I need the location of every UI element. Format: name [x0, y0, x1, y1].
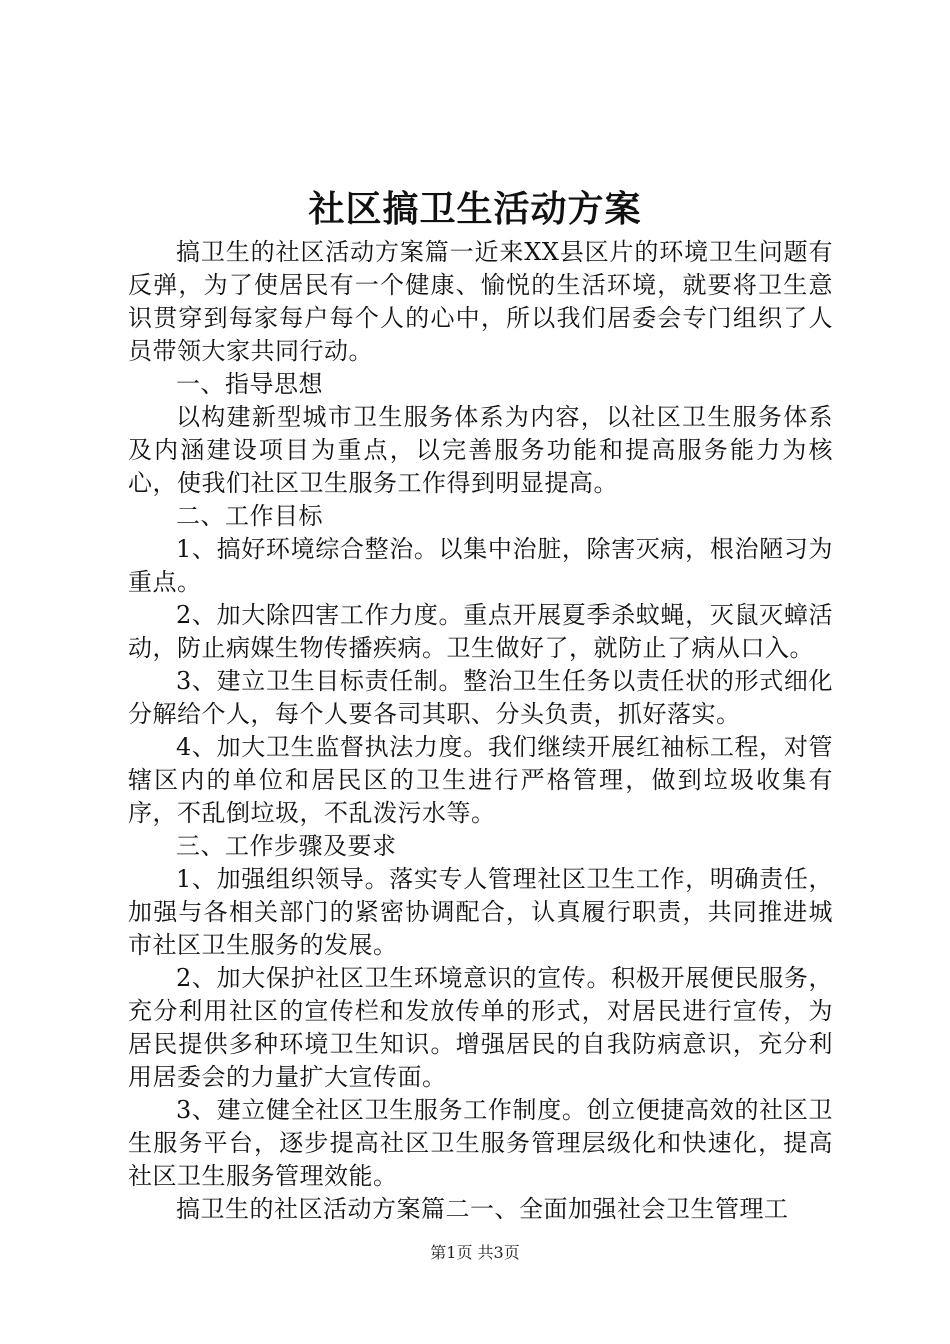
section-heading-guiding-thought: 一、指导思想	[176, 370, 323, 398]
paragraph-intro: 搞卫生的社区活动方案篇一近来XX县区片的环境卫生问题有反弹，为了使居民有一个健康、愉悦的生活环境，就要将卫生意识贯穿到每家每户每个人的心中，所以我们居委会专门组织了人员带领大家共同行动。	[128, 238, 833, 365]
section-heading-steps: 三、工作步骤及要求	[176, 832, 397, 860]
section-heading-work-goals: 二、工作目标	[176, 502, 323, 530]
paragraph-step-3: 3、建立健全社区卫生服务工作制度。创立便捷高效的社区卫生服务平台，逐步提高社区卫生服务管理层级化和快速化，提高社区卫生服务管理效能。	[128, 1096, 833, 1190]
paragraph-goal-4: 4、加大卫生监督执法力度。我们继续开展红袖标工程，对管辖区内的单位和居民区的卫生进行严格管理，做到垃圾收集有序，不乱倒垃圾，不乱泼污水等。	[128, 733, 833, 827]
document-title: 社区搞卫生活动方案	[308, 188, 642, 230]
paragraph-goal-3: 3、建立卫生目标责任制。整治卫生任务以责任状的形式细化分解给个人，每个人要各司其职、分头负责，抓好落实。	[128, 667, 833, 728]
paragraph-plan-two-start: 搞卫生的社区活动方案篇二一、全面加强社会卫生管理工	[176, 1195, 789, 1223]
document-body	[128, 236, 833, 1226]
page-footer: 第1页 共3页	[430, 1243, 520, 1262]
paragraph-goal-2: 2、加大除四害工作力度。重点开展夏季杀蚊蝇，灭鼠灭蟑活动，防止病媒生物传播疾病。卫生做好了，就防止了病从口入。	[128, 601, 833, 662]
paragraph-step-2: 2、加大保护社区卫生环境意识的宣传。积极开展便民服务，充分利用社区的宣传栏和发放传单的形式，对居民进行宣传，为居民提供多种环境卫生知识。增强居民的自我防病意识，充分利用居委会的力量扩大宣传面。	[128, 964, 833, 1091]
paragraph-step-1: 1、加强组织领导。落实专人管理社区卫生工作，明确责任，加强与各相关部门的紧密协调配合，认真履行职责，共同推进城市社区卫生服务的发展。	[128, 865, 833, 959]
paragraph-goal-1: 1、搞好环境综合整治。以集中治脏，除害灭病，根治陋习为重点。	[128, 535, 833, 596]
paragraph-guiding-thought: 以构建新型城市卫生服务体系为内容，以社区卫生服务体系及内涵建设项目为重点，以完善服务功能和提高服务能力为核心，使我们社区卫生服务工作得到明显提高。	[128, 403, 833, 497]
